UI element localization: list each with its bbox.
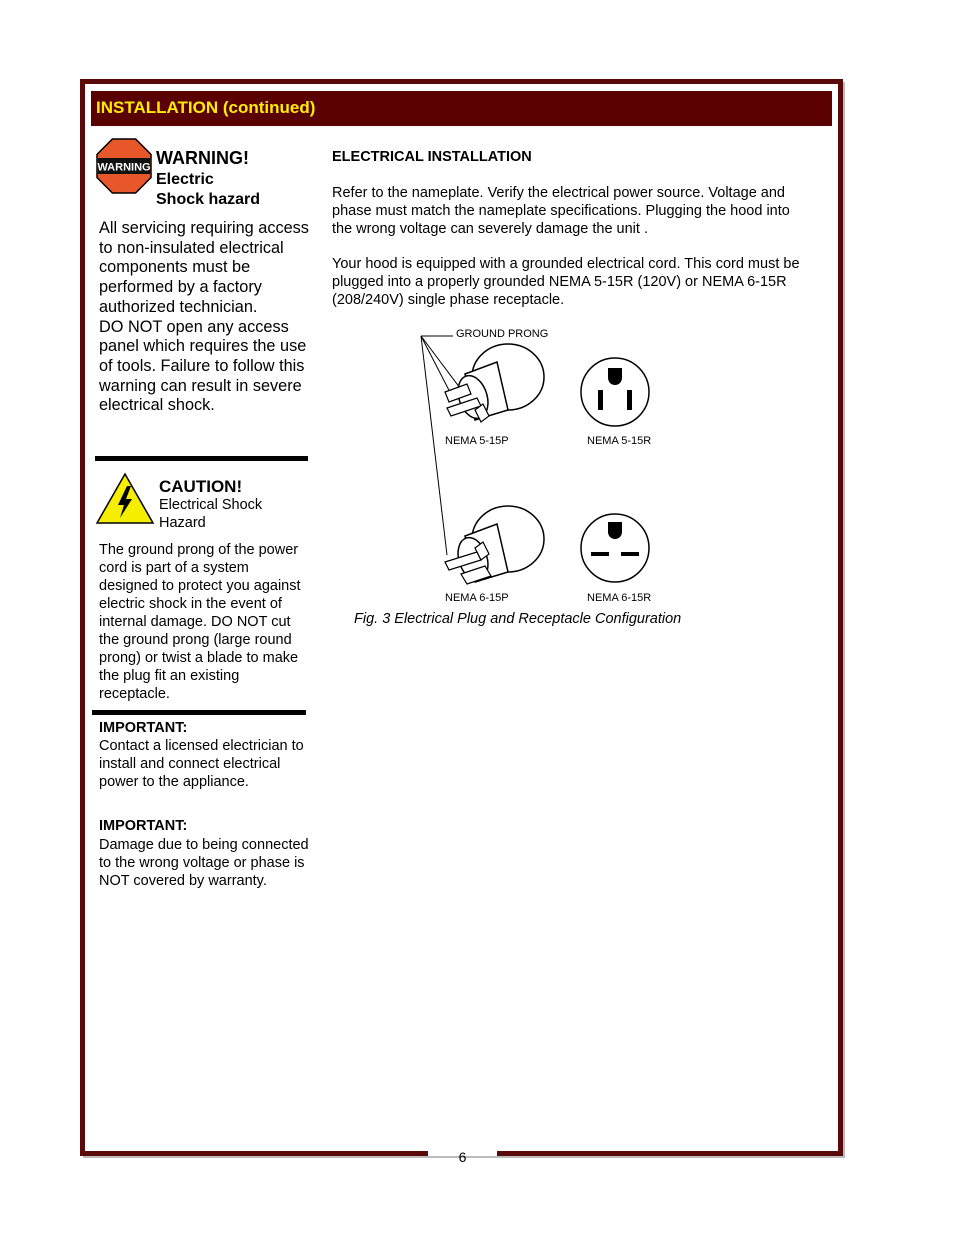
plug-label: NEMA 5-15P	[445, 435, 509, 447]
plug-label: NEMA 6-15P	[445, 592, 509, 604]
warning-octagon-icon	[96, 138, 152, 194]
important-body: Contact a licensed electrician to install and connect electrical power to the appliance.	[99, 738, 304, 790]
important-title: IMPORTANT:	[99, 720, 188, 736]
section-title: INSTALLATION (continued)	[96, 98, 316, 117]
important-body: Damage due to being connected to the wrong voltage or phase is NOT covered by warranty.	[99, 837, 309, 889]
divider	[95, 456, 308, 461]
nema-6-15r-receptacle-icon	[581, 514, 649, 582]
plug-receptacle-diagram	[405, 322, 665, 612]
warning-subtitle-line: Electric	[156, 171, 214, 188]
page-frame-bottom-left	[80, 1151, 428, 1156]
caution-title: CAUTION!	[159, 477, 243, 496]
divider	[92, 710, 306, 715]
receptacle-label: NEMA 6-15R	[587, 592, 652, 604]
ground-prong-label: GROUND PRONG	[456, 328, 549, 340]
important-title: IMPORTANT:	[99, 818, 188, 834]
receptacle-label: NEMA 5-15R	[587, 435, 652, 447]
electric-hazard-triangle-icon	[95, 472, 155, 525]
figure-caption: Fig. 3 Electrical Plug and Receptacle Configuration	[354, 611, 682, 627]
electrical-paragraph: Your hood is equipped with a grounded electrical cord. This cord must be plugged into a properly grounded NEMA 5-15R (120V) or NEMA 6-15R (208/240V) single phase receptacle.	[332, 256, 800, 308]
electrical-paragraph: Refer to the nameplate. Verify the electrical power source. Voltage and phase must match the nameplate specifications. Plugging the hood into the wrong voltage can severely damage the unit .	[332, 185, 790, 237]
warning-subtitle-line: Shock hazard	[156, 191, 261, 208]
warning-title: WARNING!	[156, 148, 249, 168]
nema-5-15r-receptacle-icon	[581, 358, 649, 426]
nema-6-15p-plug-icon	[445, 506, 544, 584]
warning-body: All servicing requiring access to non-insulated electrical components must be performed by a factory authorized technician. DO NOT open any access panel which requires the use of tools. Failure to follow this warning can result in severe electrical shock.	[99, 219, 309, 415]
caution-subtitle: Electrical Shock Hazard	[159, 497, 263, 531]
page-frame-top	[80, 79, 843, 84]
page-frame-bottom-right	[497, 1151, 843, 1156]
nema-5-15p-plug-icon	[445, 344, 544, 422]
warning-icon-text: WARNING	[97, 161, 151, 174]
page-frame-right	[838, 79, 843, 1156]
warning-subtitle	[156, 170, 260, 210]
section-header	[91, 91, 832, 126]
caution-body: The ground prong of the power cord is part of a system designed to protect you against electric shock in the event of internal damage. DO NOT cut the ground prong (large round prong) or twist a blade to make the plug fit an existing receptacle.	[99, 542, 301, 702]
page-number: 6	[458, 1149, 467, 1165]
frame-shadow	[843, 82, 845, 1158]
electrical-installation-heading: ELECTRICAL INSTALLATION	[332, 149, 532, 165]
page-frame-left	[80, 79, 85, 1156]
